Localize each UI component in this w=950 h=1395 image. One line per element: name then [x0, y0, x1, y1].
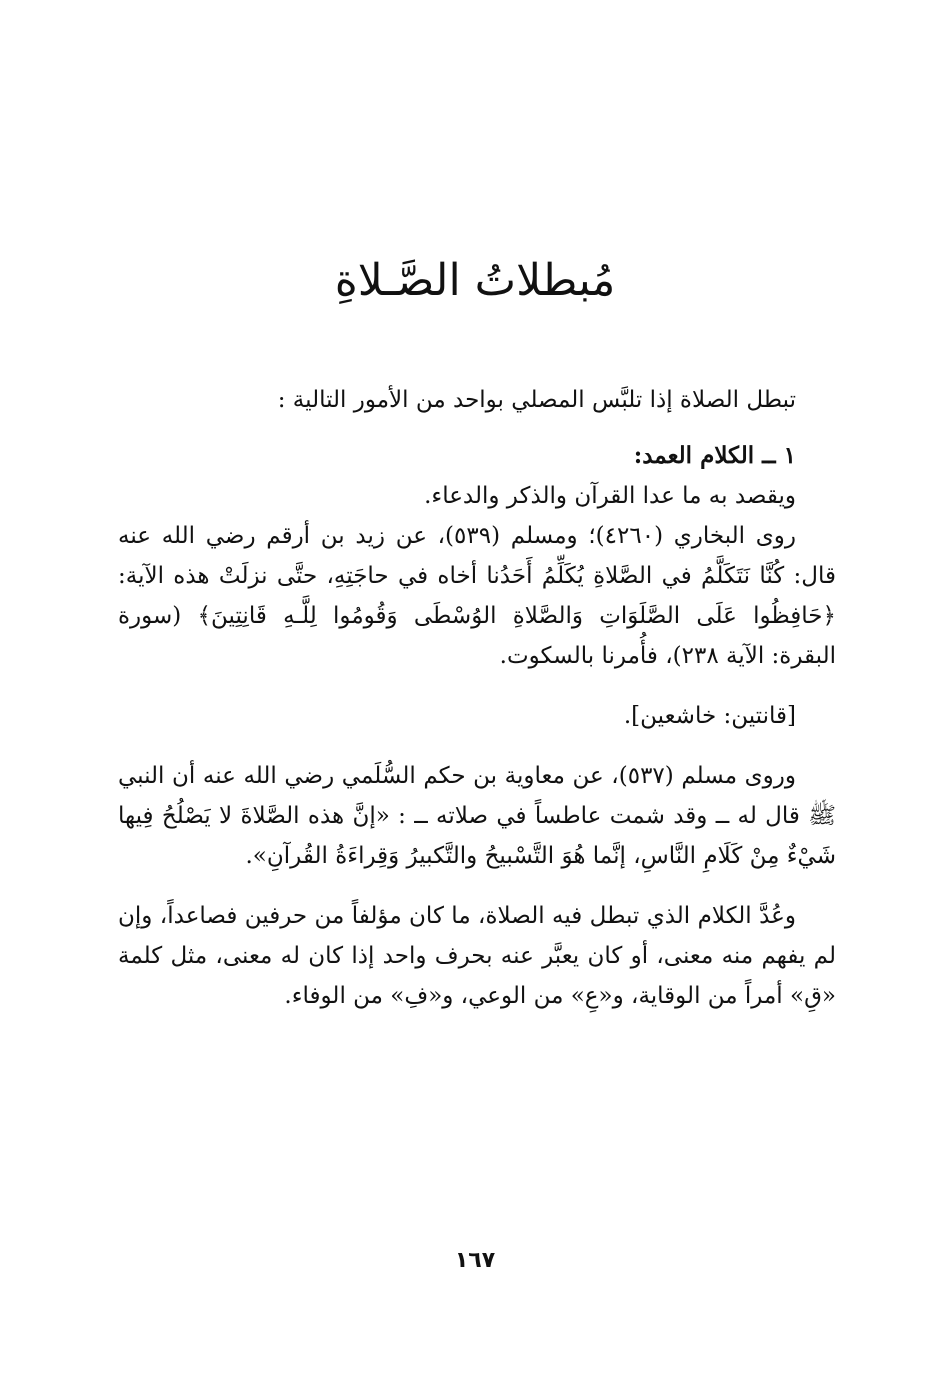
page-number: ١٦٧ [454, 1248, 496, 1273]
intro-paragraph: تبطل الصلاة إذا تلبَّس المصلي بواحد من الأمور التالية : [277, 387, 796, 413]
gloss-note: [قانتين: خاشعين]. [623, 703, 796, 729]
page-body [118, 380, 836, 1016]
definition-paragraph: ويقصد به ما عدا القرآن والذكر والدعاء. [424, 483, 796, 509]
ruling-paragraph: وعُدَّ الكلام الذي تبطل فيه الصلاة، ما كان مؤلفاً من حرفين فصاعداً، وإن لم يفهم منه معنى، أو كان يعبَّر عنه بحرف واحد إذا كان له معنى، مثل كلمة «قِ» أمراً من الوقاية، و«عِ» من الوعي، و«فِ» من الوفاء. [118, 903, 836, 1009]
chapter-title: مُبطلاتُ الصَّـلاةِ [334, 255, 616, 307]
hadith-muslim-paragraph: وروى مسلم (٥٣٧)، عن معاوية بن حكم السُّلَمي رضي الله عنه أن النبي ﷺ قال له ــ وقد شمت عاطساً في صلاته ــ : «إنَّ هذه الصَّلاةَ لا يَصْلُحُ فِيها شَيْءٌ مِنْ كَلَامِ النَّاسِ، إنَّما هُوَ التَّسْبيحُ والتَّكبيرُ وَقِراءَةُ القُرآنِ». [118, 763, 836, 869]
hadith-bukhari-paragraph: روى البخاري (٤٢٦٠)؛ ومسلم (٥٣٩)، عن زيد بن أرقم رضي الله عنه قال: كُنَّا نَتَكَلَّمُ في الصَّلاةِ يُكَلِّمُ أَحَدُنا أخاه في حاجَتِهِ، حتَّى نزلَتْ هذه الآية: ﴿حَافِظُوا عَلَى الصَّلَوَاتِ وَالصَّلاةِ الوُسْطَى وَقُومُوا لِلَّـهِ قَانِتِينَ﴾ (سورة البقرة: الآية ٢٣٨)، فأُمرنا بالسكوت. [118, 523, 836, 669]
section-heading: ١ ــ الكلام العمد: [633, 442, 796, 469]
